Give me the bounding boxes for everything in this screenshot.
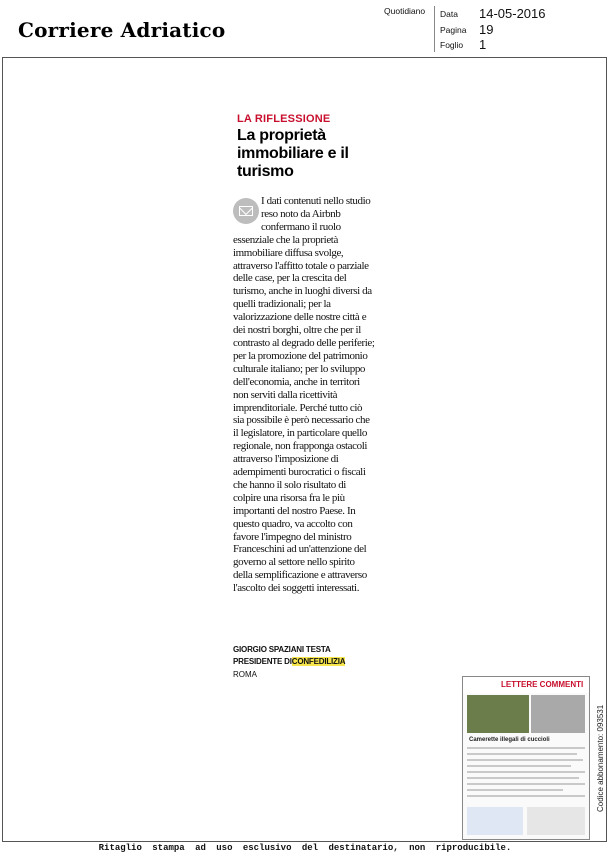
role-prefix: PRESIDENTE DI	[233, 657, 292, 666]
role-organization: CONFEDILIZIA	[291, 657, 346, 666]
thumbnail-photo	[467, 695, 529, 733]
thumbnail-title: LETTERE COMMENTI	[501, 680, 584, 689]
thumbnail-text-line	[467, 795, 585, 797]
thumbnail-ad	[467, 807, 523, 835]
meta-key: Pagina	[440, 25, 467, 35]
meta-divider	[434, 6, 435, 52]
meta-value: 14-05-2016	[479, 6, 546, 21]
publication-type: Quotidiano	[384, 6, 426, 16]
meta-value: 19	[479, 22, 494, 37]
thumbnail-text-line	[467, 783, 585, 785]
article-body	[233, 195, 375, 595]
author-name: GIORGIO SPAZIANI TESTA	[233, 645, 331, 654]
headline: La proprietà immobiliare e il turismo	[237, 127, 349, 180]
thumbnail-text-line	[467, 789, 563, 791]
signature	[233, 644, 345, 668]
section-label: LA RIFLESSIONE	[237, 113, 331, 125]
thumbnail-text-line	[467, 747, 585, 749]
author-role	[233, 656, 345, 668]
masthead: Corriere Adriatico	[18, 18, 226, 42]
meta-key: Data	[440, 9, 458, 19]
thumbnail-ad	[527, 807, 585, 835]
clipping-meta	[384, 4, 610, 56]
thumbnail-text-line	[467, 759, 583, 761]
footer-disclaimer: Ritaglio stampa ad uso esclusivo del destinatario, non riproducibile.	[98, 843, 512, 853]
meta-row-page	[440, 22, 610, 37]
page-thumbnail	[462, 676, 590, 840]
thumbnail-text-line	[467, 753, 577, 755]
thumbnail-photo	[531, 695, 585, 733]
meta-key: Foglio	[440, 40, 464, 50]
meta-row-sheet	[440, 37, 610, 52]
subscription-code: Codice abbonamento: 093531	[596, 704, 605, 812]
thumbnail-text-line	[467, 771, 585, 773]
thumbnail-text-line	[467, 765, 571, 767]
meta-row-date	[440, 6, 610, 21]
location: ROMA	[233, 670, 257, 679]
thumbnail-text-line	[467, 777, 579, 779]
meta-value: 1	[479, 37, 487, 52]
thumbnail-headline: Camerette illegali di cuccioli	[469, 737, 550, 743]
article-text: I dati contenuti nello studio reso noto da Airbnb confermano il ruolo essenziale che la proprietà immobiliare diffusa svolge, attraverso l'affitto totale o parziale delle case, per la crescita del turismo, anche in luoghi diversi da quelli tradizionali; per la valorizzazione delle nostre città e dei nostri borghi, oltre che per il contrasto al degrado delle periferie; per la promozione del patrimonio culturale italiano; per lo sviluppo dell'economia, anche in territori non serviti dalla ricettività imprenditoriale. Perché tutto ciò sia possibile è però necessario che il legislatore, in particolare quello regionale, non frapponga ostacoli attraverso l'imposizione di adempimenti burocratici o fiscali che hanno il solo risultato di colpire una risorsa fra le più importanti del nostro Paese. In questo quadro, va accolto con favore l'impegno del ministro Franceschini ad un'attenzione del governo al settore nello spirito della semplificazione e attraverso l'ascolto dei soggetti interessati.	[233, 195, 375, 595]
